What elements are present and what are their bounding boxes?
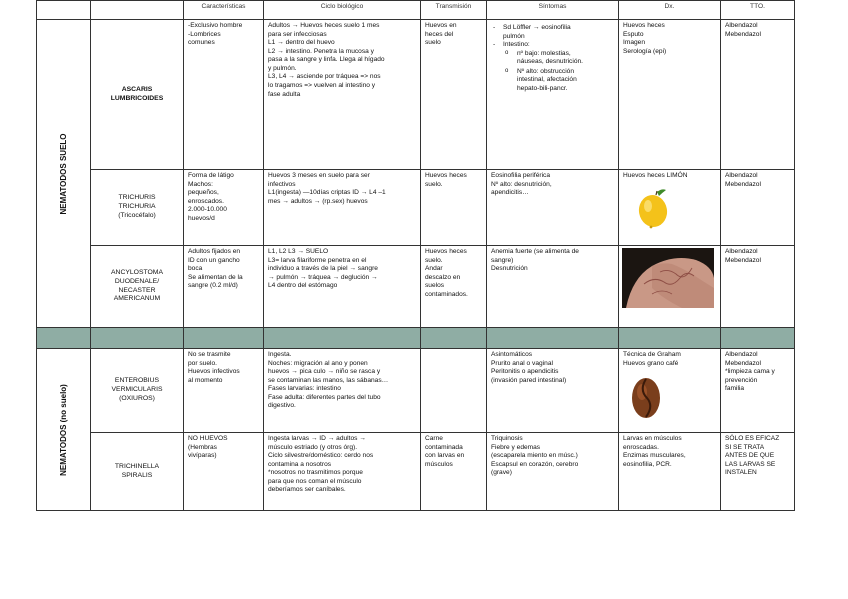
header-dx: Dx. — [619, 1, 721, 20]
group-label-no-suelo: NEMATODOS (no suelo) — [37, 349, 91, 511]
separator-cell — [91, 328, 184, 349]
separator-row — [37, 328, 795, 349]
table-row — [37, 20, 795, 170]
lemon-icon — [635, 187, 671, 229]
caracteristicas-cell: Adultos fijados en ID con un gancho boca Se alimentan de la sangre (0.2 ml/d) — [184, 246, 264, 328]
tto-cell: Albendazol Mebendazol — [721, 246, 795, 328]
header-caracteristicas: Características — [184, 1, 264, 20]
transmision-cell: Carne contaminada con larvas en músculos — [421, 433, 487, 511]
header-cell — [37, 1, 91, 20]
group-label-suelo: NEMATODOS SUELO — [37, 20, 91, 328]
parasite-table — [36, 0, 795, 511]
sintomas-cell: Triquinosis Fiebre y edemas (escaparela miento en músc.) Escapsul en corazón, cerebro (grave) — [487, 433, 619, 511]
ciclo-cell: L1, L2 L3 → SUELO L3= larva filariforme penetra en el individuo a través de la piel → sangre → pulmón → tráquea → deglución → L4 dentro del estómago — [264, 246, 421, 328]
foot-photo — [622, 248, 714, 308]
header-cell — [91, 1, 184, 20]
separator-cell — [37, 328, 91, 349]
sintomas-cell: Eosinofilia periférica Nº alto: desnutrición, apendicitis… — [487, 170, 619, 246]
ciclo-cell: Adultos → Huevos heces suelo 1 mes para ser infecciosas L1 → dentro del huevo L2 → intestino. Penetra la mucosa y pasa a la sangre y linfa. Llega al hígado y pulmón. L3, L4 → asciende por tráquea => nos lo tragamos => vuelven al intestino y fase adulta — [264, 20, 421, 170]
transmision-cell: Huevos heces suelo. — [421, 170, 487, 246]
organism-name: ANCYLOSTOMA DUODENALE/ NECASTER AMERICANUM — [91, 246, 184, 328]
transmision-cell: Huevos en heces del suelo — [421, 20, 487, 170]
sintomas-cell: Asintomáticos Prurito anal o vaginal Peritonitis o apendicitis (invasión pared intestinal) — [487, 349, 619, 433]
dx-cell: Huevos heces LIMÓN — [619, 170, 721, 246]
caracteristicas-cell: No se trasmite por suelo. Huevos infectivos al momento — [184, 349, 264, 433]
dx-cell — [619, 246, 721, 328]
tto-cell: Albendazol Mebendazol — [721, 20, 795, 170]
table-row — [37, 433, 795, 511]
list-item: o nº bajo: molestias, náuseas, desnutrición. — [517, 50, 614, 67]
header-sintomas: Síntomas — [487, 1, 619, 20]
sintomas-cell — [487, 20, 619, 170]
transmision-cell — [421, 349, 487, 433]
coffee-bean-icon — [629, 376, 663, 420]
list-item: - Sd Löffler → eosinofilia pulmón — [503, 24, 614, 41]
ciclo-cell: Ingesta larvas → ID → adultos → músculo estriado (y otros órg). Ciclo silvestre/doméstico: cerdo nos contamina a nosotros *nosotros no trasmitimos porque para que nos coman el músculo deberíamos ser caníbales. — [264, 433, 421, 511]
dx-cell: Huevos heces Esputo Imagen Serología (epi) — [619, 20, 721, 170]
organism-name: ASCARIS LUMBRICOIDES — [91, 20, 184, 170]
tto-cell: Albendazol Mebendazol *limpieza cama y prevención familia — [721, 349, 795, 433]
ciclo-cell: Ingesta. Noches: migración al ano y ponen huevos → pica culo → niño se rasca y se contaminan las manos, las sábanas… Fases larvarias: intestino Fase adulta: diferentes partes del tubo digestivo. — [264, 349, 421, 433]
dx-cell: Larvas en músculos enroscadas. Enzimas musculares, eosinofilia, PCR. — [619, 433, 721, 511]
organism-name: TRICHINELLA SPIRALIS — [91, 433, 184, 511]
caracteristicas-cell: Forma de látigo Machos: pequeños, enroscados. 2.000-10.000 huevos/d — [184, 170, 264, 246]
separator-cell — [721, 328, 795, 349]
table-row — [37, 349, 795, 433]
caracteristicas-cell: NO HUEVOS (Hembras vivíparas) — [184, 433, 264, 511]
transmision-cell: Huevos heces suelo. Andar descalzo en suelos contaminados. — [421, 246, 487, 328]
dx-cell: Técnica de Graham Huevos grano café — [619, 349, 721, 433]
separator-cell — [421, 328, 487, 349]
sintomas-list — [491, 24, 614, 94]
header-tto: TTO. — [721, 1, 795, 20]
separator-cell — [184, 328, 264, 349]
organism-name: ENTEROBIUS VERMICULARIS (OXIUROS) — [91, 349, 184, 433]
sub-list — [503, 50, 614, 94]
separator-cell — [264, 328, 421, 349]
tto-cell: SÓLO ES EFICAZ SI SE TRATA ANTES DE QUE LAS LARVAS SE INSTALEN — [721, 433, 795, 511]
caracteristicas-cell: -Exclusivo hombre -Lombrices comunes — [184, 20, 264, 170]
list-item: o Nº alto: obstrucción intestinal, afectación hepato-bili-pancr. — [517, 68, 614, 94]
organism-name: TRICHURIS TRICHURIA (Tricocéfalo) — [91, 170, 184, 246]
table-row — [37, 170, 795, 246]
header-ciclo: Ciclo biológico — [264, 1, 421, 20]
ciclo-cell: Huevos 3 meses en suelo para ser infectivos L1(ingesta) —10días criptas ID → L4 –1 mes → adultos → (rp.sex) huevos — [264, 170, 421, 246]
header-row — [37, 1, 795, 20]
separator-cell — [619, 328, 721, 349]
sintomas-cell: Anemia fuerte (se alimenta de sangre) Desnutrición — [487, 246, 619, 328]
separator-cell — [487, 328, 619, 349]
list-item: - Intestino: o nº bajo: molestias, náuseas, desnutrición. o Nº alto: obstrucción intestinal, afectación hepato-bili-pancr. — [503, 41, 614, 93]
tto-cell: Albendazol Mebendazol — [721, 170, 795, 246]
table-row — [37, 246, 795, 328]
header-transmision: Transmisión — [421, 1, 487, 20]
